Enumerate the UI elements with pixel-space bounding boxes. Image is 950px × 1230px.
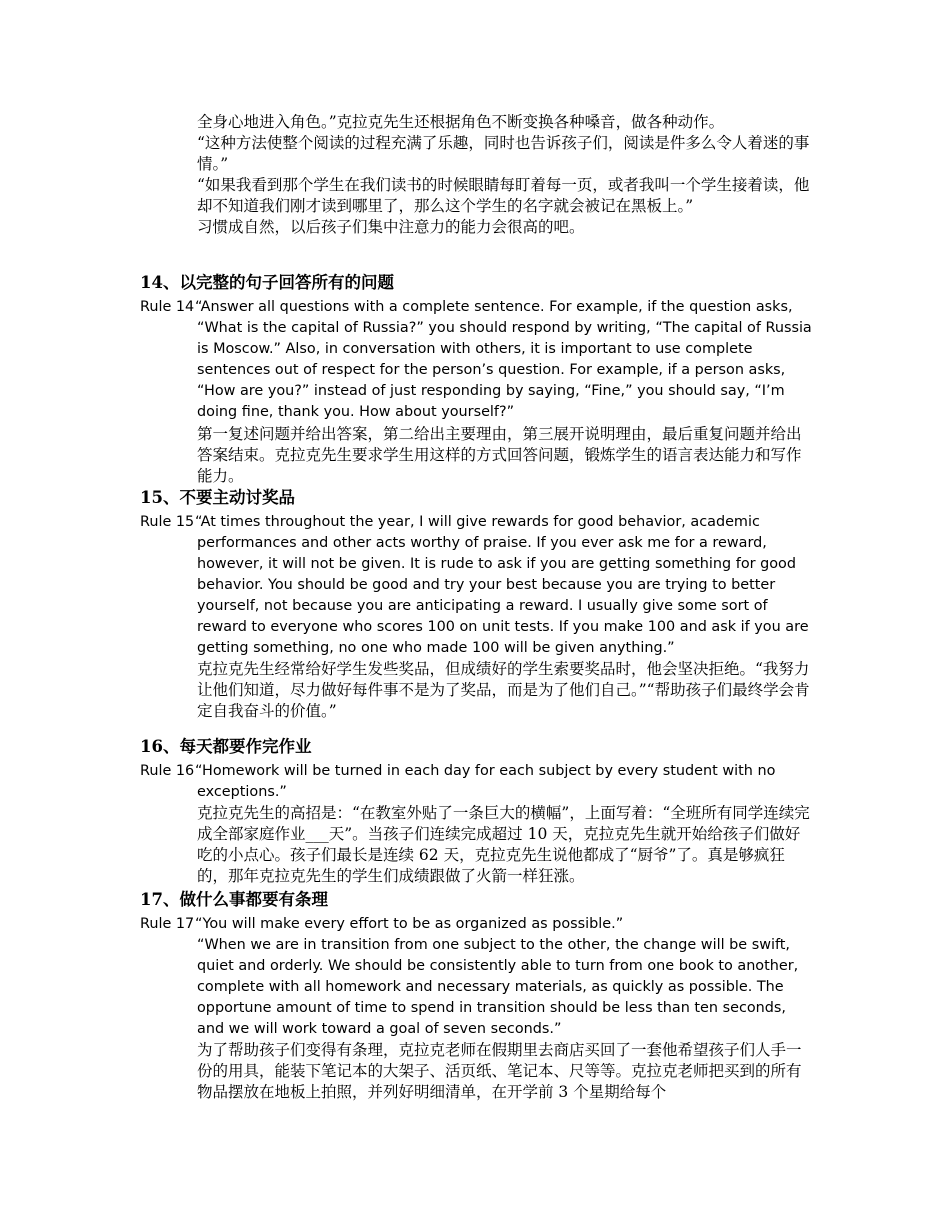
rule-block (0, 512, 812, 659)
section-heading: 17、做什么事都要有条理 (140, 890, 328, 909)
rule-text: “Answer all questions with a complete sentence. For example, if the question asks, “What is the capital of Russia?” you should respond by writing, “The capital of Russia is Moscow.” Also, in conversation with others, it is important to use complete sentences out of respect for the person’s question. For example, if a person asks, “How are you?” instead of just responding by saying, “Fine,” you should say, “I’m doing fine, thank you. How about yourself?” (195, 299, 812, 420)
section-16 (0, 736, 812, 887)
intro-block (0, 112, 812, 238)
rule-commentary: 克拉克先生的高招是：“在教室外贴了一条巨大的横幅”，上面写着：“全班所有同学连续完成全部家庭作业___天”。当孩子们连续完成超过 10 天，克拉克先生就开始给孩子们做好吃的小点心。孩子们最长是连续 62 天，克拉克先生说他都成了“厨爷”了。真是够疯狂的，那年克拉克先生的学生们成绩跟做了火箭一样狂涨。 (197, 804, 810, 885)
rule-number: Rule 15 (140, 514, 195, 530)
rule-commentary: 为了帮助孩子们变得有条理，克拉克老师在假期里去商店买回了一套他希望孩子们人手一份的用具，能装下笔记本的大架子、活页纸、笔记本、尺等等。克拉克老师把买到的所有物品摆放在地板上拍照，并列好明细清单，在开学前 3 个星期给每个 (197, 1041, 802, 1101)
intro-paragraph-4: 习惯成自然，以后孩子们集中注意力的能力会很高的吧。 (197, 218, 585, 236)
rule-text: “Homework will be turned in each day for each subject by every student with no exceptions.” (195, 763, 776, 800)
section-17 (0, 889, 812, 1103)
intro-paragraph-2: “这种方法使整个阅读的过程充满了乐趣，同时也告诉孩子们，阅读是件多么令人着迷的事情。” (197, 134, 810, 173)
rule-number: Rule 14 (140, 299, 195, 315)
rule-block (0, 297, 812, 423)
section-heading: 14、以完整的句子回答所有的问题 (140, 273, 394, 292)
rule-number: Rule 17 (140, 916, 195, 932)
section-15 (0, 487, 812, 722)
rule-commentary: 克拉克先生经常给好学生发些奖品，但成绩好的学生索要奖品时，他会坚决拒绝。“我努力让他们知道，尽力做好每件事不是为了奖品，而是为了他们自己。”“帮助孩子们最终学会肯定自我奋斗的价值。” (197, 660, 810, 720)
rule-text: “At times throughout the year, I will give rewards for good behavior, academic performances and other acts worthy of praise. If you ever ask me for a reward, however, it will not be given. It is rude to ask if you are getting something for good behavior. You should be good and try your best because you are trying to better yourself, not because you are anticipating a reward. I usually give some sort of reward to everyone who scores 100 on unit tests. If you make 100 and ask if you are getting something, no one who made 100 will be given anything.” (195, 514, 809, 656)
intro-paragraph-3: “如果我看到那个学生在我们读书的时候眼睛每盯着每一页，或者我叫一个学生接着读，他却不知道我们刚才读到哪里了，那么这个学生的名字就会被记在黑板上。” (197, 176, 810, 215)
intro-paragraph-1: 全身心地进入角色。”克拉克先生还根据角色不断变换各种嗓音，做各种动作。 (197, 113, 725, 131)
rule-block (0, 761, 812, 803)
section-heading: 16、每天都要作完作业 (140, 737, 312, 756)
section-14 (0, 272, 812, 487)
rule-block (0, 914, 812, 935)
rule-text: “You will make every effort to be as organized as possible.” (195, 916, 624, 932)
section-heading: 15、不要主动讨奖品 (140, 488, 295, 507)
rule-quote: “When we are in transition from one subject to the other, the change will be swift, quiet and orderly. We should be consistently able to turn from one book to another, complete with all homework and necessary materials, as quickly as possible. The opportune amount of time to spend in transition should be less than ten seconds, and we will work toward a goal of seven seconds.” (197, 937, 799, 1037)
rule-number: Rule 16 (140, 763, 195, 779)
rule-commentary: 第一复述问题并给出答案，第二给出主要理由，第三展开说明理由，最后重复问题并给出答案结束。克拉克先生要求学生用这样的方式回答问题，锻炼学生的语言表达能力和写作能力。 (197, 425, 802, 485)
